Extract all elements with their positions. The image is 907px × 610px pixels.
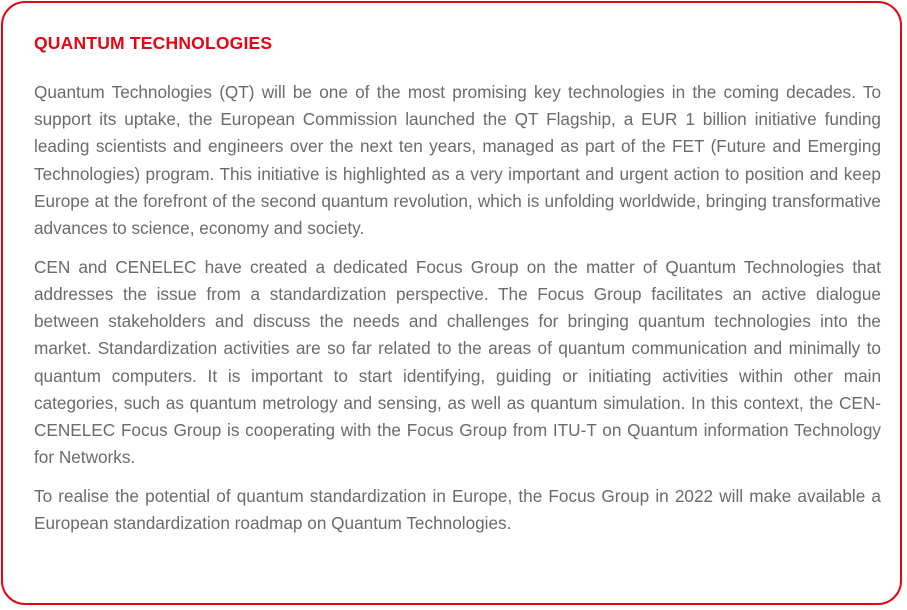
card-body: [34, 79, 881, 549]
paragraph-roadmap: To realise the potential of quantum standardization in Europe, the Focus Group in 2022 will make available a European standardization roadmap on Quantum Technologies.: [34, 485, 881, 534]
paragraph-focus-group: CEN and CENELEC have created a dedicated Focus Group on the matter of Quantum Technologies that addresses the issue from a standardization perspective. The Focus Group facilitates an active dialogue between stakeholders and discuss the needs and challenges for bringing quantum technologies into the market. Standardization activities are so far related to the areas of quantum communication and minimally to quantum computers. It is important to start identifying, guiding or initiating activities within other main categories, such as quantum metrology and sensing, as well as quantum simulation. In this context, the CEN-CENELEC Focus Group is cooperating with the Focus Group from ITU-T on Quantum information Technology for Networks.: [34, 256, 881, 468]
info-card: [1, 1, 902, 605]
card-title: QUANTUM TECHNOLOGIES: [34, 33, 273, 53]
paragraph-intro: Quantum Technologies (QT) will be one of the most promising key technologies in the coming decades. To support its uptake, the European Commission launched the QT Flagship, a EUR 1 billion initiative funding leading scientists and engineers over the next ten years, managed as part of the FET (Future and Emerging Technologies) program. This initiative is highlighted as a very important and urgent action to position and keep Europe at the forefront of the second quantum revolution, which is unfolding worldwide, bringing transformative advances to science, economy and society.: [34, 82, 881, 239]
